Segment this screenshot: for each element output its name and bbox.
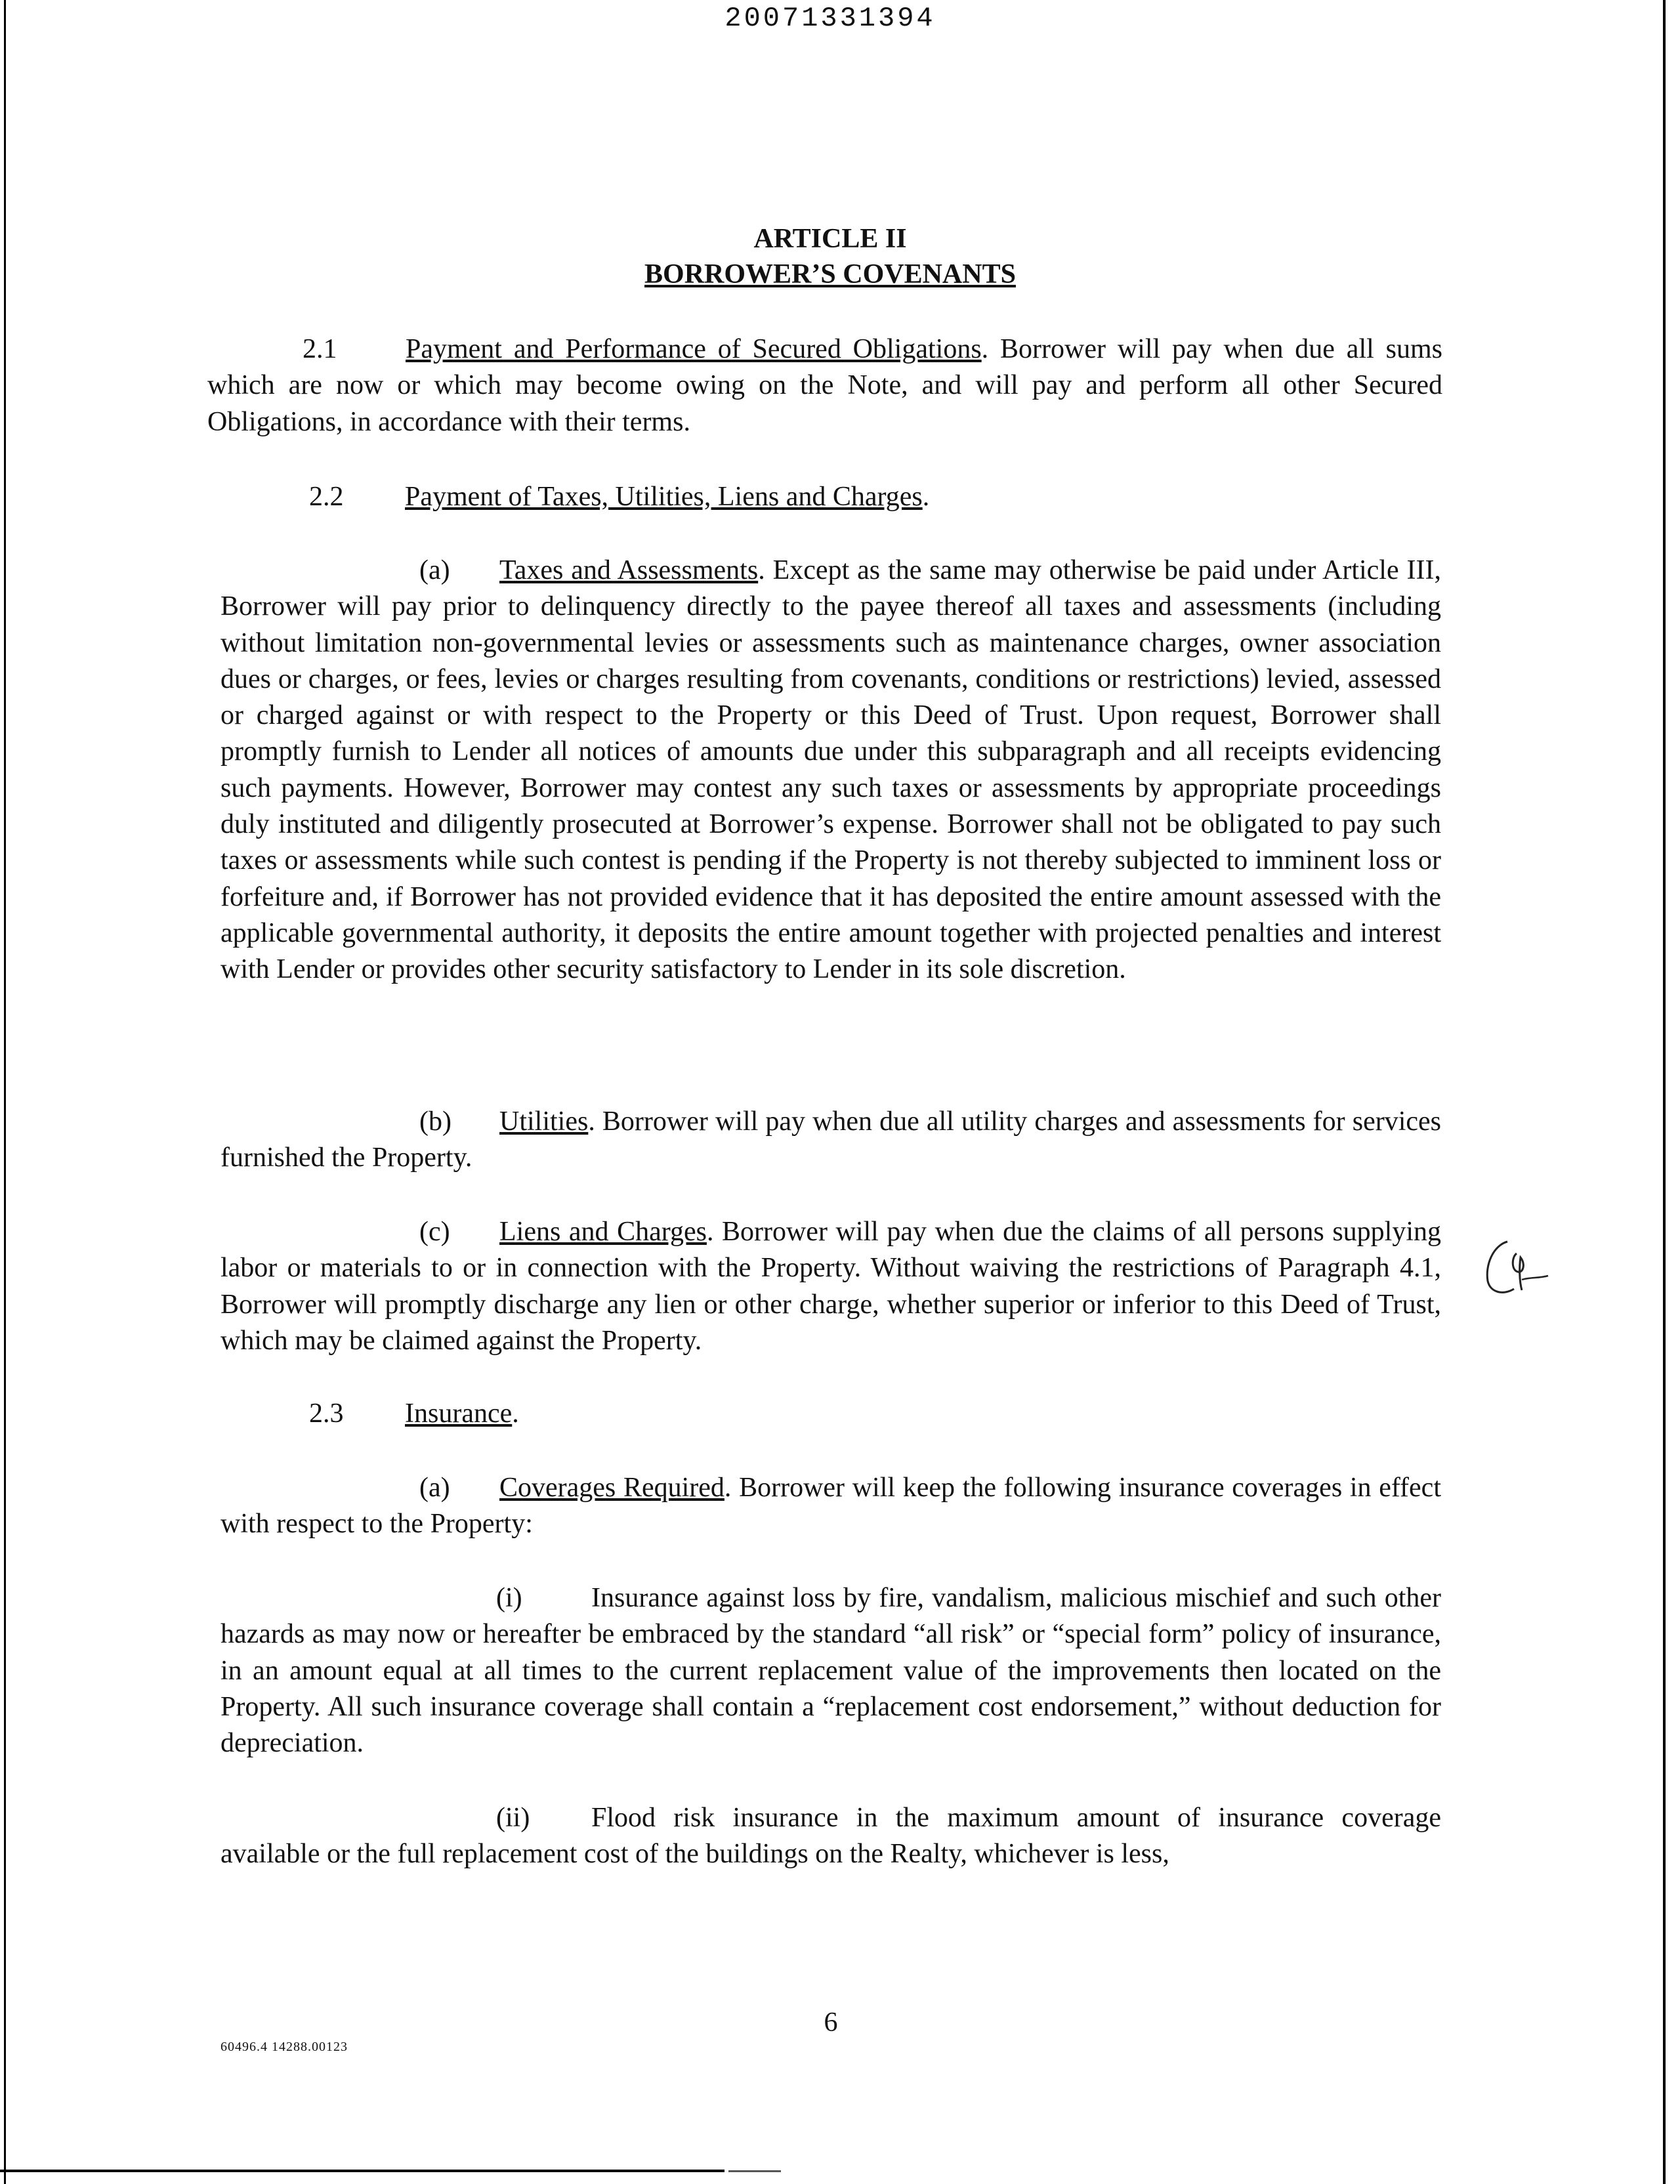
subsection-text: . Borrower will pay when due all utility charges and assessments for services furnished the Property.: [220, 1106, 1441, 1173]
section-title: Payment of Taxes, Utilities, Liens and Charges: [405, 482, 923, 512]
subsection-title: Taxes and Assessments: [499, 555, 759, 585]
left-scan-edge: [4, 0, 6, 2184]
section-number: 2.2: [309, 482, 344, 512]
handwritten-initials-icon: [1480, 1234, 1552, 1306]
document-number: 20071331394: [724, 3, 936, 34]
section-title: Payment and Performance of Secured Obligations: [406, 334, 982, 364]
section-2-2-b: [220, 1104, 1441, 1177]
subsection-label: (a): [419, 555, 450, 585]
footer-document-code: 60496.4 14288.00123: [220, 2040, 348, 2054]
article-number: ARTICLE II: [753, 224, 907, 254]
item-label: (ii): [496, 1803, 530, 1833]
subsection-label: (c): [419, 1217, 450, 1247]
section-2-2-c: [220, 1214, 1441, 1359]
section-title-end: .: [512, 1398, 519, 1429]
section-2-3-a: [220, 1470, 1441, 1543]
item-text: Flood risk insurance in the maximum amount of insurance coverage available or the full replacement cost of the buildings on the Realty, whichever is less,: [220, 1803, 1441, 1870]
subsection-text: . Borrower will keep the following insurance coverages in effect with respect to the Property:: [220, 1473, 1441, 1540]
section-title-end: .: [922, 482, 930, 512]
right-scan-edge: [1663, 0, 1666, 2184]
page-number: 6: [824, 2007, 838, 2038]
subsection-label: (a): [419, 1473, 450, 1503]
section-2-2-heading: [309, 479, 929, 515]
section-2-3-a-ii: [220, 1800, 1441, 1873]
section-number: 2.1: [303, 334, 337, 364]
section-text: . Borrower will pay when due all sums which are now or which may become owing on the Note, and will pay and perform all other Secured Obligations, in accordance with their terms.: [207, 334, 1442, 437]
subsection-title: Utilities: [499, 1106, 589, 1137]
section-2-3-heading: [309, 1396, 519, 1432]
subsection-label: (b): [419, 1106, 452, 1137]
subsection-title: Coverages Required: [499, 1473, 724, 1503]
item-text: Insurance against loss by fire, vandalism, malicious mischief and such other hazards as may now or hereafter be embraced by the standard “all risk” or “special form” policy of insurance, in an amount equal at all times to the current replacement value of the improvements then located on the Property. All such insurance coverage shall contain a “replacement cost endorsement,” without deduction for depreciation.: [220, 1583, 1441, 1759]
section-title: Insurance: [405, 1398, 513, 1429]
bottom-scan-edge: [0, 2170, 724, 2172]
section-2-1: [207, 331, 1442, 440]
section-2-2-a: [220, 553, 1441, 988]
subsection-text: . Except as the same may otherwise be paid under Article III, Borrower will pay prior to delinquency directly to the payee thereof all taxes and assessments (including without limitation non-governmental levies or assessments such as maintenance charges, owner association dues or charges, or fees, levies or charges resulting from covenants, conditions or restrictions) levied, assessed or charged against or with respect to the Property or this Deed of Trust. Upon request, Borrower shall promptly furnish to Lender all notices of amounts due under this subparagraph and all receipts evidencing such payments. However, Borrower may contest any such taxes or assessments by appropriate proceedings duly instituted and diligently prosecuted at Borrower’s expense. Borrower shall not be obligated to pay such taxes or assessments while such contest is pending if the Property is not thereby subjected to imminent loss or forfeiture and, if Borrower has not provided evidence that it has deposited the entire amount assessed with the applicable governmental authority, it deposits the entire amount together with projected penalties and interest with Lender or provides other security satisfactory to Lender in its sole discretion.: [220, 555, 1441, 985]
section-number: 2.3: [309, 1398, 344, 1429]
item-label: (i): [496, 1583, 522, 1613]
section-2-3-a-i: [220, 1580, 1441, 1761]
subsection-title: Liens and Charges: [499, 1217, 707, 1247]
subsection-text: . Borrower will pay when due the claims of all persons supplying labor or materials to or in connection with the Property. Without waiving the restrictions of Paragraph 4.1, Borrower will promptly discharge any lien or other charge, whether superior or inferior to this Deed of Trust, which may be claimed against the Property.: [220, 1217, 1441, 1356]
article-title: BORROWER’S COVENANTS: [644, 259, 1016, 289]
bottom-scan-edge-fragment: [728, 2170, 781, 2172]
